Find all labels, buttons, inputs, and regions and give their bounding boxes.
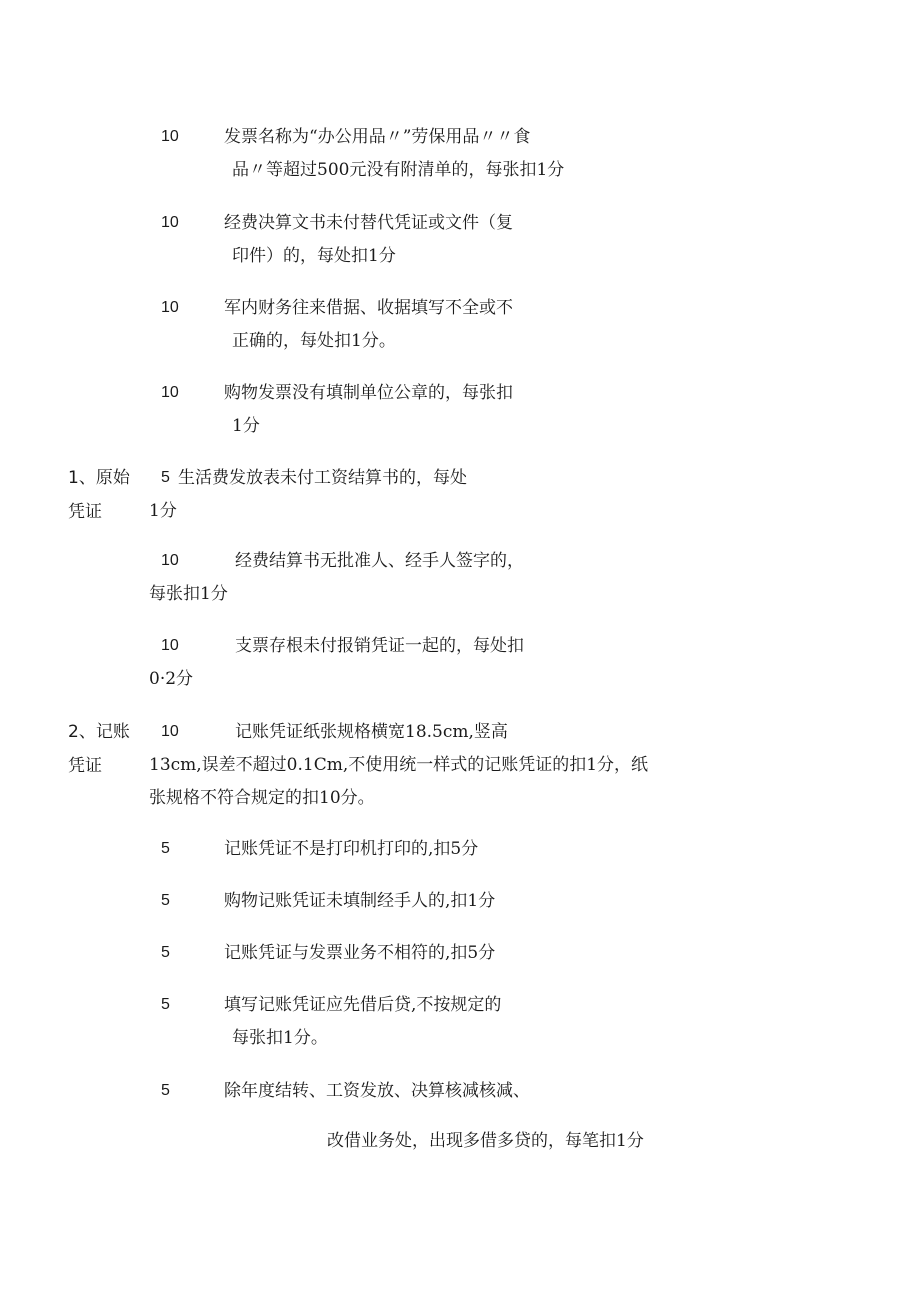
item-text-line2: 品〃等超过500元没有附清单的，每张扣1分 — [232, 160, 565, 180]
item-text-line2: 改借业务处，出现多借多贷的，每笔扣1分 — [327, 1131, 644, 1151]
item-text-line1: 填写记账凭证应先借后贷,不按规定的 — [224, 995, 502, 1015]
item-score: 5 — [161, 1082, 170, 1099]
item-text-line1: 军内财务往来借据、收据填写不全或不 — [224, 298, 513, 318]
item-score: 10 — [161, 637, 179, 654]
section-title: 2、记账 — [68, 722, 130, 742]
item-text-line2: 正确的，每处扣1分。 — [232, 331, 396, 351]
item-score: 10 — [161, 552, 179, 569]
item-score: 5 — [161, 469, 170, 486]
item-text-line1: 经费结算书无批准人、经手人签字的， — [235, 551, 524, 571]
item-score: 10 — [161, 214, 179, 231]
section-title: 1、原始 — [68, 468, 130, 488]
item-score: 5 — [161, 996, 170, 1013]
item-text-line1: 记账凭证不是打印机打印的,扣5分 — [224, 839, 479, 859]
item-score: 10 — [161, 384, 179, 401]
item-text-line2: 1分 — [149, 501, 177, 521]
item-text-line1: 生活费发放表未付工资结算书的，每处 — [178, 468, 467, 488]
item-text-line2: 印件）的，每处扣1分 — [232, 246, 396, 266]
item-text-line2: 0·2分 — [149, 669, 194, 689]
item-text-line3: 张规格不符合规定的扣10分。 — [149, 788, 375, 808]
item-text-line2: 1分 — [232, 416, 260, 436]
item-text-line1: 支票存根未付报销凭证一起的，每处扣 — [235, 636, 524, 656]
item-text-line1: 记账凭证与发票业务不相符的,扣5分 — [224, 943, 496, 963]
section-title-line2: 凭证 — [68, 502, 102, 522]
item-text-line1: 记账凭证纸张规格横宽18.5cm,竖高 — [235, 722, 508, 742]
item-text-line1: 发票名称为“办公用品〃”劳保用品〃〃食 — [224, 127, 531, 147]
item-text-line2: 每张扣1分 — [149, 584, 228, 604]
item-score: 5 — [161, 944, 170, 961]
item-score: 10 — [161, 723, 179, 740]
item-text-line1: 购物发票没有填制单位公章的，每张扣 — [224, 383, 513, 403]
item-text-line2: 13cm,误差不超过0.1Cm,不使用统一样式的记账凭证的扣1分，纸 — [149, 755, 649, 775]
item-text-line2: 每张扣1分。 — [232, 1028, 328, 1048]
item-score: 10 — [161, 128, 179, 145]
item-score: 5 — [161, 840, 170, 857]
section-title-line2: 凭证 — [68, 756, 102, 776]
item-text-line1: 经费决算文书未付替代凭证或文件（复 — [224, 213, 513, 233]
item-text-line1: 除年度结转、工资发放、决算核减核减、 — [224, 1081, 530, 1101]
item-score: 5 — [161, 892, 170, 909]
item-score: 10 — [161, 299, 179, 316]
item-text-line1: 购物记账凭证未填制经手人的,扣1分 — [224, 891, 496, 911]
